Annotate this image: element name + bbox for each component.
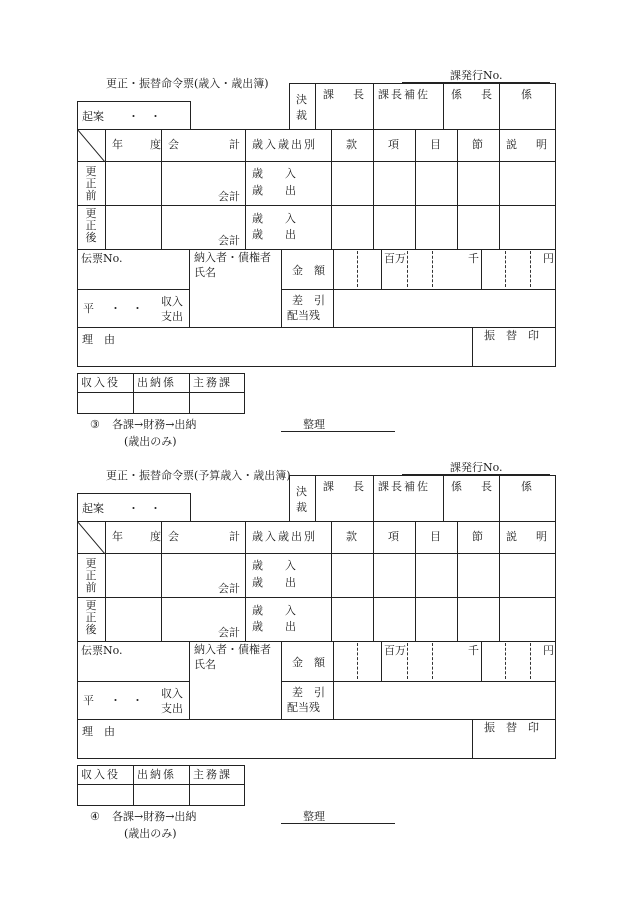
hei-label: 平 <box>83 302 94 315</box>
col-sainyu-saishutsu: 歳入歳出別 <box>252 138 317 151</box>
approval-kacho-hosa[interactable]: 課長補佐 <box>378 480 430 493</box>
col-kai: 会 <box>168 530 179 543</box>
staff-suitogakari[interactable]: 出納係 <box>137 768 176 781</box>
kian-date-dots: ・ ・ <box>128 502 161 515</box>
shishutsu-label: 支出 <box>161 310 183 323</box>
form-title: 更正・振替命令票(予算歳入・歳出簿) <box>106 469 291 482</box>
riyu-label: 理 由 <box>82 725 115 738</box>
payer-name-label: 氏名 <box>194 658 216 671</box>
seiri-label: 整理 <box>303 418 325 431</box>
staff-shumuka[interactable]: 主務課 <box>193 376 232 389</box>
row-before-kaikei: 会計 <box>218 582 240 595</box>
col-sainyu-saishutsu: 歳入歳出別 <box>252 530 317 543</box>
row-after-sainyu: 歳 入 <box>252 604 296 617</box>
col-kei: 計 <box>229 138 240 151</box>
staff-shunyuyaku[interactable]: 収入役 <box>81 768 120 781</box>
unit-hyakuman: 百万 <box>384 644 406 657</box>
furikae-in-label: 振 替 印 <box>484 721 539 734</box>
staff-shumuka[interactable]: 主務課 <box>193 768 232 781</box>
row-before-saishutsu: 歳 出 <box>252 576 296 589</box>
haitozan-label: 配当残 <box>287 309 320 322</box>
col-ko: 項 <box>388 138 399 151</box>
row-before-sainyu: 歳 入 <box>252 167 296 180</box>
issue-no-label: 課発行No. <box>450 461 503 474</box>
col-setsu: 節 <box>472 530 483 543</box>
seiri-label: 整理 <box>303 810 325 823</box>
kian-label: 起案 <box>82 502 104 515</box>
denpyo-no-label: 伝票No. <box>81 644 123 657</box>
approval-kacho[interactable]: 課 長 <box>323 480 368 493</box>
form-title: 更正・振替命令票(歳入・歳出簿) <box>106 77 269 90</box>
col-setsumei: 説 明 <box>506 138 551 151</box>
col-nendo: 年 度 <box>112 138 169 151</box>
payer-label: 納入者・債権者 <box>194 251 271 264</box>
route-text: 各課→財務→出納 <box>112 810 197 823</box>
row-label-before: 更正前 <box>85 557 97 594</box>
order-form <box>0 392 630 840</box>
sabiki-label: 差 引 <box>292 294 325 307</box>
col-setsu: 節 <box>472 138 483 151</box>
col-moku: 目 <box>430 138 441 151</box>
kingaku-label: 金 額 <box>292 656 325 669</box>
col-ko: 項 <box>388 530 399 543</box>
approval-kacho-hosa[interactable]: 課長補佐 <box>378 88 430 101</box>
kian-date-dots: ・ ・ <box>128 110 161 123</box>
approval-kakari[interactable]: 係 <box>521 480 532 493</box>
kian-label: 起案 <box>82 110 104 123</box>
row-before-sainyu: 歳 入 <box>252 559 296 572</box>
kessai-label: 決裁 <box>296 93 307 122</box>
col-kai: 会 <box>168 138 179 151</box>
col-kan: 款 <box>346 138 357 151</box>
order-form <box>0 0 630 448</box>
staff-shunyuyaku[interactable]: 収入役 <box>81 376 120 389</box>
row-label-after: 更正後 <box>85 207 97 244</box>
row-label-before: 更正前 <box>85 165 97 202</box>
hei-date-dots: ・ ・ <box>110 302 143 315</box>
route-number: ④ <box>90 810 100 823</box>
unit-sen: 千 <box>468 252 479 265</box>
unit-hyakuman: 百万 <box>384 252 406 265</box>
col-kei: 計 <box>229 530 240 543</box>
kingaku-label: 金 額 <box>292 264 325 277</box>
approval-kakaricho[interactable]: 係 長 <box>451 480 496 493</box>
row-after-kaikei: 会計 <box>218 626 240 639</box>
col-setsumei: 説 明 <box>506 530 551 543</box>
row-after-saishutsu: 歳 出 <box>252 228 296 241</box>
payer-name-label: 氏名 <box>194 266 216 279</box>
corner-diagonal <box>77 129 105 162</box>
row-after-saishutsu: 歳 出 <box>252 620 296 633</box>
row-before-kaikei: 会計 <box>218 190 240 203</box>
hei-label: 平 <box>83 694 94 707</box>
corner-diagonal <box>77 521 105 554</box>
staff-suitogakari[interactable]: 出納係 <box>137 376 176 389</box>
issue-no-label: 課発行No. <box>450 69 503 82</box>
riyu-label: 理 由 <box>82 333 115 346</box>
kessai-label: 決裁 <box>296 485 307 514</box>
row-after-kaikei: 会計 <box>218 234 240 247</box>
route-note: (歳出のみ) <box>124 435 177 448</box>
sabiki-label: 差 引 <box>292 686 325 699</box>
furikae-in-label: 振 替 印 <box>484 329 539 342</box>
denpyo-no-label: 伝票No. <box>81 252 123 265</box>
col-nendo: 年 度 <box>112 530 169 543</box>
approval-kacho[interactable]: 課 長 <box>323 88 368 101</box>
hei-date-dots: ・ ・ <box>110 694 143 707</box>
route-text: 各課→財務→出納 <box>112 418 197 431</box>
payer-label: 納入者・債権者 <box>194 643 271 656</box>
route-note: (歳出のみ) <box>124 827 177 840</box>
route-number: ③ <box>90 418 100 431</box>
shishutsu-label: 支出 <box>161 702 183 715</box>
row-after-sainyu: 歳 入 <box>252 212 296 225</box>
seiri-line <box>281 823 395 824</box>
col-kan: 款 <box>346 530 357 543</box>
shunyu-label: 収入 <box>161 687 183 700</box>
row-label-after: 更正後 <box>85 599 97 636</box>
haitozan-label: 配当残 <box>287 701 320 714</box>
shunyu-label: 収入 <box>161 295 183 308</box>
col-moku: 目 <box>430 530 441 543</box>
unit-en: 円 <box>543 644 554 657</box>
unit-en: 円 <box>543 252 554 265</box>
approval-kakaricho[interactable]: 係 長 <box>451 88 496 101</box>
row-before-saishutsu: 歳 出 <box>252 184 296 197</box>
approval-kakari[interactable]: 係 <box>521 88 532 101</box>
unit-sen: 千 <box>468 644 479 657</box>
